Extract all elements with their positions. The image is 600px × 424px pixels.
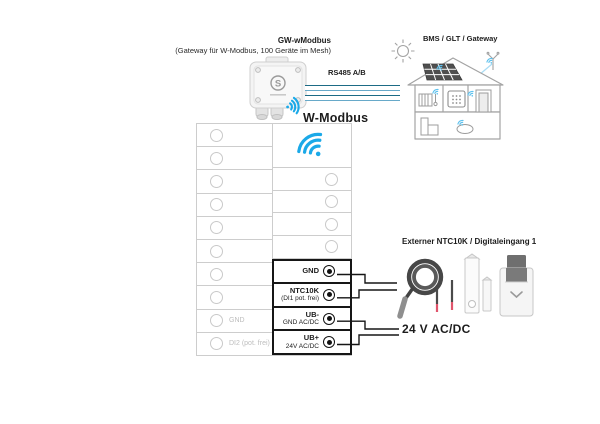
terminal-connector — [323, 265, 335, 277]
terminal-circle — [325, 240, 338, 253]
terminal-subname: (DI1 pot. frei) — [281, 295, 319, 303]
terminal-connector — [323, 336, 335, 348]
terminal-circle — [210, 221, 223, 234]
sun-icon — [398, 46, 409, 57]
table-row-di2 — [197, 333, 272, 355]
terminal-circle — [325, 173, 338, 186]
table-row — [273, 168, 351, 191]
rs485-wire-b — [305, 95, 400, 101]
door-contact-icon — [465, 254, 491, 313]
terminal-circle — [210, 245, 223, 258]
terminal-wires — [337, 263, 401, 351]
terminal-circle — [210, 291, 223, 304]
table-row — [197, 170, 272, 193]
device-header — [150, 36, 331, 55]
terminal-subname: GND AC/DC — [282, 319, 319, 327]
terminal-label: DI2 (pot. frei) — [229, 340, 270, 348]
device-subtitle: (Gateway für W-Modbus, 100 Geräte im Mesh) — [175, 46, 331, 55]
terminal-circle — [210, 129, 223, 142]
table-row — [197, 194, 272, 217]
table-row — [197, 286, 272, 309]
terminal-name: GND — [302, 266, 319, 276]
terminal-connector — [323, 289, 335, 301]
external-sensors-label: Externer NTC10K / Digitaleingang 1 — [402, 237, 537, 246]
terminal-circle — [210, 175, 223, 188]
table-row — [197, 263, 272, 286]
rs485-label: RS485 A/B — [328, 68, 366, 77]
table-row-gnd — [197, 310, 272, 333]
power-supply-label: 24 V AC/DC — [402, 322, 471, 336]
table-row — [197, 217, 272, 240]
wifi-cell — [273, 124, 351, 168]
terminal-circle — [210, 314, 223, 327]
building-illustration — [390, 28, 510, 170]
table-row — [197, 124, 272, 147]
terminal-label: GND — [229, 317, 245, 325]
terminal-circle — [210, 337, 223, 350]
wire-ub-minus — [337, 321, 399, 329]
key-card-holder-icon — [500, 255, 533, 316]
terminal-name: UB- — [305, 309, 319, 319]
logo-letter: S — [274, 78, 282, 90]
terminal-name: NTC10K — [289, 285, 319, 295]
indoor-gateway-icon — [448, 91, 465, 107]
device-title: GW-wModbus — [277, 36, 331, 45]
bms-label: BMS / GLT / Gateway — [423, 34, 498, 43]
rs485-wire-a — [305, 85, 400, 91]
door-icon — [476, 90, 491, 112]
wire-gnd — [337, 275, 397, 284]
terminal-circle — [325, 195, 338, 208]
terminal-circle — [210, 152, 223, 165]
terminal-subname: 24V AC/DC — [285, 342, 319, 350]
terminal-block-left-column — [196, 123, 273, 356]
table-row — [197, 240, 272, 263]
wifi-icon — [294, 128, 330, 164]
wire-ntc10k — [337, 290, 397, 298]
tank-icon — [457, 125, 473, 134]
ntc-probe-icon — [400, 261, 452, 316]
terminal-circle — [210, 198, 223, 211]
table-row — [273, 236, 351, 259]
terminal-circle — [210, 268, 223, 281]
table-row — [273, 213, 351, 236]
external-sensors-illustration — [396, 246, 536, 324]
table-row — [197, 147, 272, 170]
wmodbus-label: W-Modbus — [303, 111, 369, 125]
terminal-connector — [323, 313, 335, 325]
terminal-circle — [325, 218, 338, 231]
wire-ub-plus — [337, 335, 399, 345]
terminal-name: UB+ — [303, 333, 319, 343]
table-row — [273, 191, 351, 214]
